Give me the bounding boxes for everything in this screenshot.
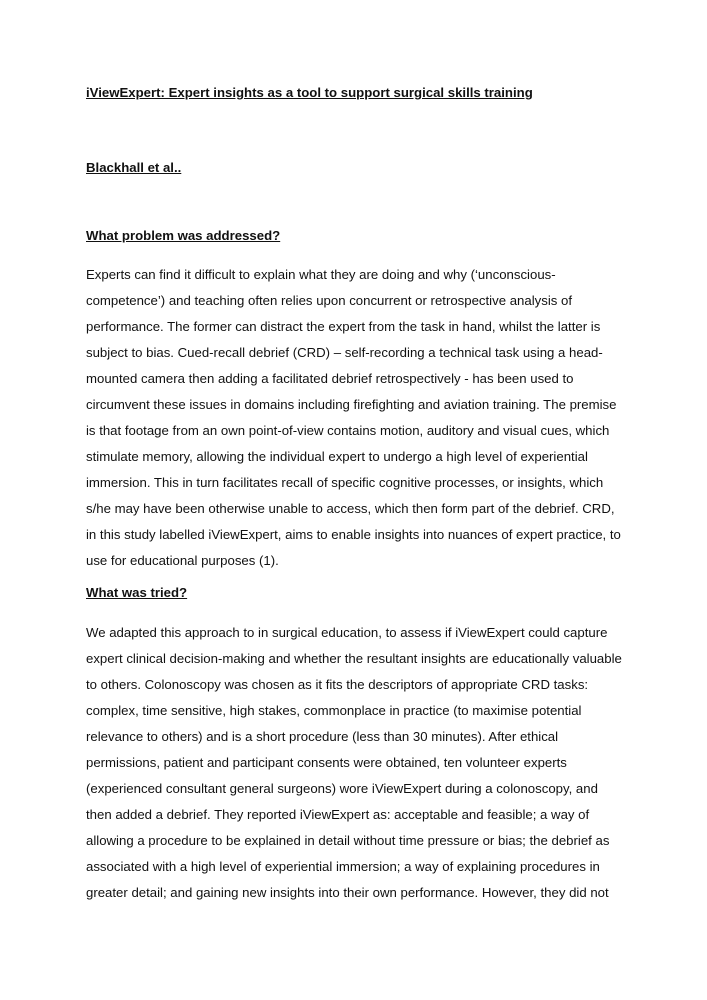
paragraph-line: circumvent these issues in domains including firefighting and aviation training. The premise [86,397,617,412]
paragraph-line: Experts can find it difficult to explain what they are doing and why (‘unconscious- [86,267,556,282]
paragraph-line: performance. The former can distract the expert from the task in hand, whilst the latter is [86,319,601,334]
paragraph-line: subject to bias. Cued-recall debrief (CRD) – self-recording a technical task using a head- [86,345,603,360]
paragraph-line: then added a debrief. They reported iViewExpert as: acceptable and feasible; a way of [86,807,590,822]
paragraph-line: relevance to others) and is a short procedure (less than 30 minutes). After ethical [86,729,559,744]
paragraph-line: competence’) and teaching often relies upon concurrent or retrospective analysis of [86,293,573,308]
paragraph-line: (experienced consultant general surgeons) wore iViewExpert during a colonoscopy, and [86,781,598,796]
paragraph-line: use for educational purposes (1). [86,553,279,568]
paragraph-line: to others. Colonoscopy was chosen as it fits the descriptors of appropriate CRD tasks: [86,677,589,692]
paragraph-line: stimulate memory, allowing the individual expert to undergo a high level of experiential [86,449,588,464]
paragraph-line: associated with a high level of experiential immersion; a way of explaining procedures in [86,859,600,874]
section-heading-tried: What was tried? [86,585,188,600]
paragraph-line: We adapted this approach to in surgical education, to assess if iViewExpert could capture [86,625,608,640]
paragraph-line: mounted camera then adding a facilitated debrief retrospectively - has been used to [86,371,574,386]
paragraph-line: expert clinical decision-making and whether the resultant insights are educationally valuable [86,651,622,666]
paragraph-line: immersion. This in turn facilitates recall of specific cognitive processes, or insights, which [86,475,604,490]
paragraph-line: complex, time sensitive, high stakes, commonplace in practice (to maximise potential [86,703,582,718]
document-title: iViewExpert: Expert insights as a tool to support surgical skills training [86,85,533,100]
section-heading-problem: What problem was addressed? [86,228,281,243]
paragraph-line: in this study labelled iViewExpert, aims to enable insights into nuances of expert practice, to [86,527,621,542]
document-authors: Blackhall et al.. [86,160,182,175]
section-body-problem [86,262,631,574]
section-body-tried [86,620,631,906]
paragraph-line: allowing a procedure to be explained in detail without time pressure or bias; the debrief as [86,833,610,848]
paragraph-line: greater detail; and gaining new insights into their own performance. However, they did not [86,885,609,900]
paragraph-line: permissions, patient and participant consents were obtained, ten volunteer experts [86,755,567,770]
paragraph-line: is that footage from an own point-of-view contains motion, auditory and visual cues, which [86,423,610,438]
paragraph-line: s/he may have been otherwise unable to access, which then form part of the debrief. CRD, [86,501,615,516]
